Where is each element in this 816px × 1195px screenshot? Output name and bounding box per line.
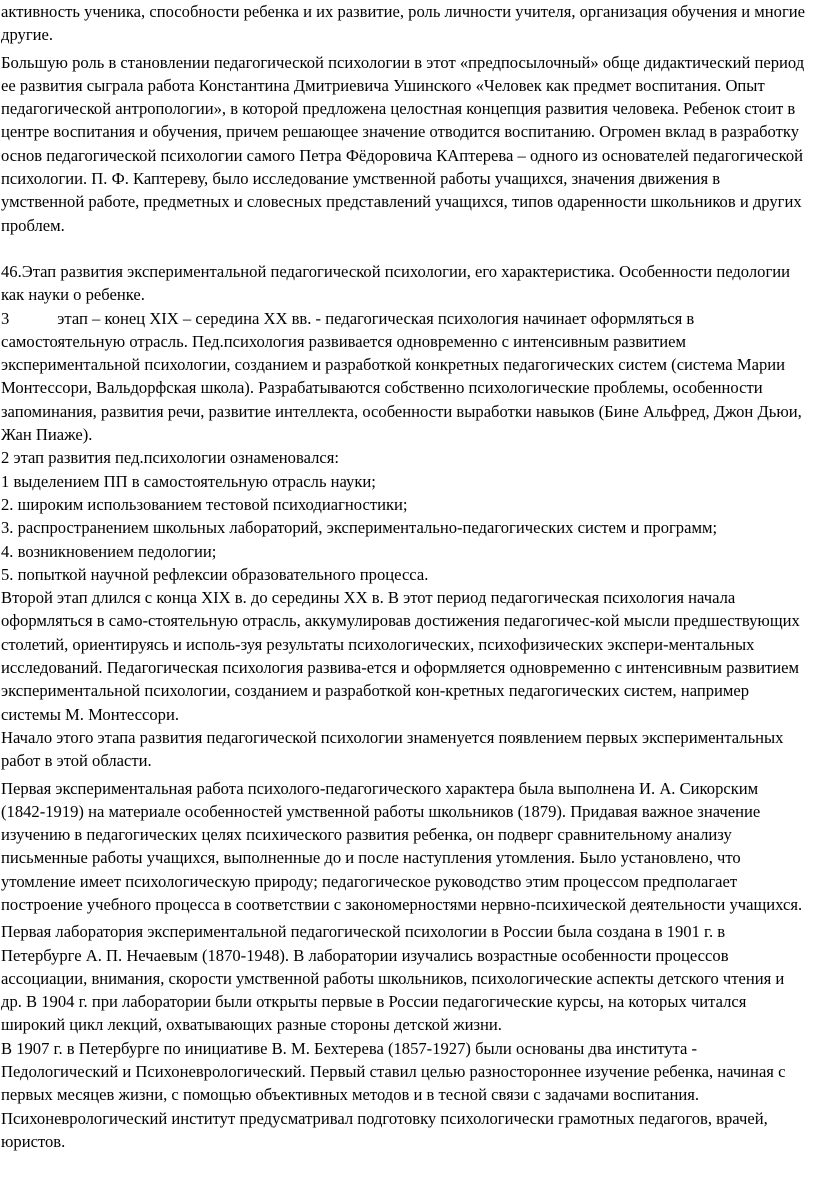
paragraph-sikorsky: Первая экспериментальная работа психолого-педагогического характера была выполнена И. А. Сикорским (1842-1919) на материале особенностей умственной работы школьников (1879). Придавая важное значение изучению в педагогических целях психического развития ребенка, он подверг сравнительному анализу письменные работы учащихся, выполненные до и после наступления утомления. Было установлено, что утомление имеет психологическую природу; педагогическое руководство этим процессом предполагает построение учебного процесса в соответствии с закономерностями нервно-психической деятельности учащихся. — [1, 778, 803, 914]
stage-text: этап – конец XIX – середина XX вв. - педагогическая психология начинает оформляться в самостоятельную отрасль. Пед.психология развивается одновременно с интенсивным развитием экспериментальной психологии, созданием и разработкой конкретных педагогических систем (система Марии Монтессори, Вальдорфская школа). Разрабатываются собственно психологические проблемы, особенности запоминания, развития речи, развитие интеллекта, особенности выработки навыков (Бине Альфред, Джон Дьюи, Жан Пиаже). — [1, 308, 802, 445]
paragraph-intro-end: активность ученика, способности ребенка и их развитие, роль личности учителя, организация обучения и многие другие. — [1, 2, 806, 45]
paragraph-bekhterev: В 1907 г. в Петербурге по инициативе В. М. Бехтерева (1857-1927) были основаны два института - Педологический и Психоневрологический. Первый ставил целью разностороннее изучение ребенка, начиная с первых месяцев жизни, с помощью объективных методов и в тесной связи с задачами воспитания. Психоневрологический институт предусматривал подготовку психологически грамотных педагогов, врачей, юристов. — [1, 1038, 786, 1151]
paragraph-beginning: Начало этого этапа развития педагогической психологии знаменуется появлением первых экспериментальных работ в этой области. — [1, 727, 784, 771]
stage-paragraph — [1, 307, 806, 447]
list-item: 2. широким использованием тестовой психодиагностики; — [1, 494, 408, 514]
stage2-intro: 2 этап развития пед.психологии ознаменовался: — [1, 448, 339, 468]
paragraph-ushinsky: Большую роль в становлении педагогической психологии в этот «предпосылочный» обще дидактический период ее развития сыграла работа Константина Дмитриевича Ушинского «Человек как предмет воспитания. Опыт педагогической антропологии», в которой предложена целостная концепция развития человека. Ребенок стоит в центре воспитания и обучения, причем решающее значение отводится воспитанию. Огромен вклад в разработку основ педагогической психологии самого Петра Фёдоровича КАптерева – одного из основателей педагогической психологии. П. Ф. Каптереву, было исследование умственной работы учащихся, значения движения в умственной работе, предметных и словесных представлений учащихся, типов одаренности школьников и других проблем. — [1, 52, 805, 235]
list-item: 1 выделением ПП в самостоятельную отрасль науки; — [1, 471, 376, 491]
paragraph-nechaev: Первая лаборатория экспериментальной педагогической психологии в России была создана в 1901 г. в Петербурге А. П. Нечаевым (1870-1948). В лаборатории изучались возрастные особенности процессов ассоциации, внимания, скорости умственной работы школьников, психологические аспекты детского чтения и др. В 1904 г. при лаборатории были открыты первые в России педагогические курсы, на которых читался широкий цикл лекций, охватывающих разные стороны детской жизни. — [1, 922, 785, 1035]
list-item: 4. возникновением педологии; — [1, 541, 217, 561]
list-item: 3. распространением школьных лабораторий, экспериментально-педагогических систем и программ; — [1, 518, 718, 538]
stage-number: 3 — [1, 308, 10, 328]
paragraph-second-stage: Второй этап длился с конца XIX в. до середины XX в. В этот период педагогическая психология начала оформляться в само-стоятельную отрасль, аккумулировав достижения педагогичес-кой мысли предшествующих столетий, ориентируясь и исполь-зуя результаты психологических, психофизических экспери-ментальных исследований. Педагогическая психология развива-ется и оформляется одновременно с интенсивным развитием экспериментальной психологии, созданием и разработкой кон-кретных педагогических систем, например системы М. Монтессори. — [1, 588, 800, 724]
question-heading: 46.Этап развития экспериментальной педагогической психологии, его характеристика. Особенности педологии как науки о ребенке. — [1, 261, 791, 305]
list-item: 5. попыткой научной рефлексии образовательного процесса. — [1, 564, 429, 584]
